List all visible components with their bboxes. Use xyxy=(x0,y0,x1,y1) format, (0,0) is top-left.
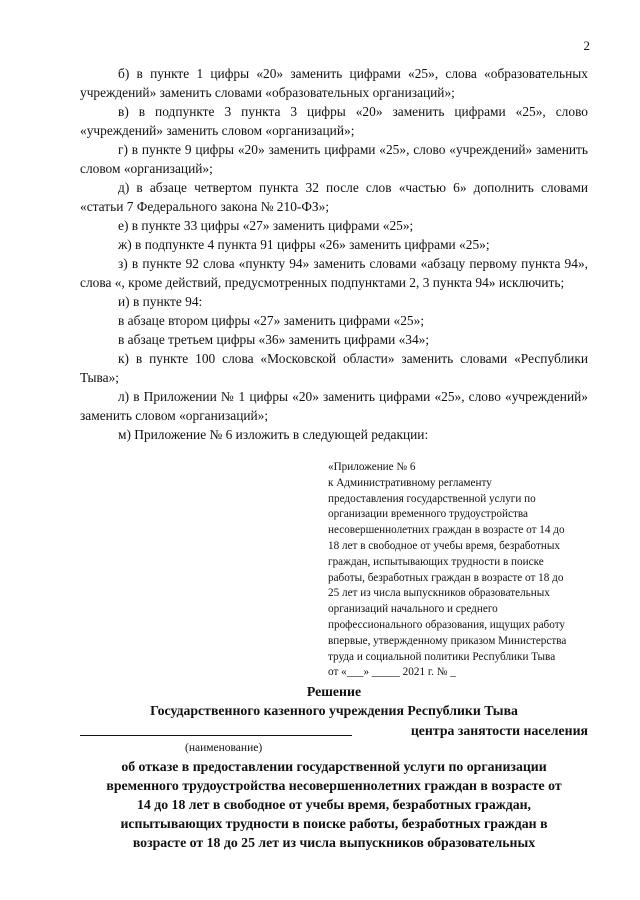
amendment-m: м) Приложение № 6 изложить в следующей редакции: xyxy=(118,427,429,442)
amendment-i: и) в пункте 94: xyxy=(118,294,203,309)
decision-text-line: испытывающих трудности в поиске работы, безработных граждан в xyxy=(120,816,548,831)
amendment-b: б) в пункте 1 цифры «20» заменить цифрами «25», слова «образовательных учреждений» заменить словами «образовательных организаций»; xyxy=(80,66,588,100)
amendment-zh: ж) в подпункте 4 пункта 91 цифры «26» заменить цифрами «25»; xyxy=(118,237,490,252)
appendix-line: впервые, утвержденному приказом Министерства xyxy=(328,634,567,647)
amendment-d: д) в абзаце четвертом пункта 32 после слов «частью 6» дополнить словами «статьи 7 Федерального закона № 210-ФЗ»; xyxy=(80,180,588,214)
amendment-i-sub-2: в абзаце третьем цифры «36» заменить цифрами «34»; xyxy=(118,332,430,347)
appendix-line: организации временного трудоустройства xyxy=(328,508,528,521)
amendment-g: г) в пункте 9 цифры «20» заменить цифрами «25», слово «учреждений» заменить словом «организаций»; xyxy=(80,142,588,176)
amendment-i-sub-1: в абзаце втором цифры «27» заменить цифрами «25»; xyxy=(118,313,425,328)
appendix-line: организаций начального и среднего xyxy=(328,603,498,616)
appendix-line: граждан, испытывающих трудности в поиске xyxy=(328,555,544,568)
decision-subtitle: Государственного казенного учреждения Республики Тыва xyxy=(150,703,518,718)
decision-text-line: об отказе в предоставлении государственной услуги по организации xyxy=(121,759,547,774)
appendix-line: работы, безработных граждан в возрасте от 18 до xyxy=(328,571,564,584)
amendment-l: л) в Приложении № 1 цифры «20» заменить цифрами «25», слово «учреждений» заменить словом «организаций»; xyxy=(80,389,588,423)
amendment-z: з) в пункте 92 слова «пункту 94» заменить словами «абзацу первому пункта 94», слова «, кроме действий, предусмотренных подпунктами 2, 3 пункта 94» исключить; xyxy=(80,256,588,290)
appendix-line: 18 лет в свободное от учебы время, безработных xyxy=(328,539,560,552)
organization-caption: (наименование) xyxy=(185,742,263,754)
decision-block xyxy=(80,682,588,852)
appendix-line: к Административному регламенту xyxy=(328,476,492,489)
appendix-line: профессионального образования, ищущих работу xyxy=(328,618,566,631)
appendix-line: несовершеннолетних граждан в возрасте от 14 до xyxy=(328,524,565,537)
decision-text-line: временного трудоустройства несовершеннолетних граждан в возрасте от xyxy=(106,778,562,793)
appendix-header-note xyxy=(328,460,604,681)
amendments-list xyxy=(80,64,588,444)
decision-description xyxy=(80,757,588,852)
amendment-e: е) в пункте 33 цифры «27» заменить цифрами «25»; xyxy=(118,218,414,233)
page-number: 2 xyxy=(583,38,590,53)
decision-text-line: 14 до 18 лет в свободное от учебы время, безработных граждан, xyxy=(136,797,532,812)
appendix-line: предоставления государственной услуги по xyxy=(328,492,536,505)
decision-text-line: возрасте от 18 до 25 лет из числа выпускников образовательных xyxy=(132,835,536,850)
appendix-line: 25 лет из числа выпускников образовательных xyxy=(328,587,550,600)
amendment-k: к) в пункте 100 слова «Московской области» заменить словами «Республики Тыва»; xyxy=(80,351,588,385)
organization-name-blank xyxy=(80,722,352,736)
appendix-line: «Приложение № 6 xyxy=(328,461,416,473)
organization-suffix: центра занятости населения xyxy=(410,723,588,738)
organization-line xyxy=(80,721,588,740)
amendment-v: в) в подпункте 3 пункта 3 цифры «20» заменить цифрами «25», слово «учреждений» заменить словом «организаций»; xyxy=(80,104,588,138)
appendix-line: труда и социальной политики Республики Тыва xyxy=(328,650,556,663)
appendix-line: от «___» _____ 2021 г. № _ xyxy=(328,666,456,679)
decision-title: Решение xyxy=(306,684,362,699)
